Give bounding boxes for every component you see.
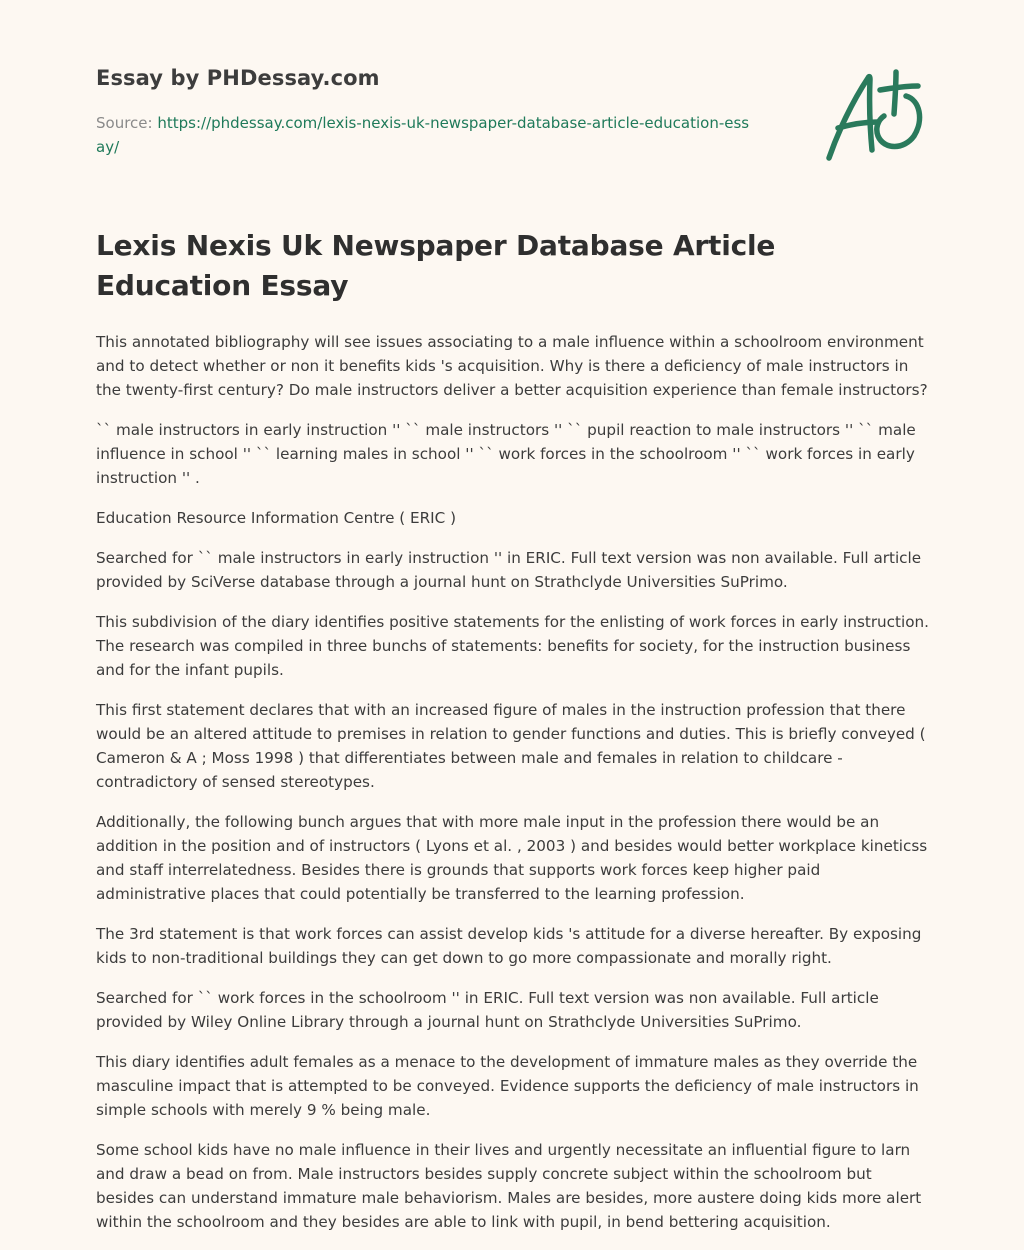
source-label: Source: <box>96 114 153 132</box>
essay-paragraph: This annotated bibliography will see issues associating to a male influence within a schoolroom environment and to detect whether or non it benefits kids 's acquisition. Why is there a deficiency of male instructors in the twenty-first century? Do male instructors deliver a better acquisition experience than female instructors? <box>96 333 928 399</box>
essay-content <box>96 226 932 1250</box>
essay-title: Lexis Nexis Uk Newspaper Database Article Education Essay <box>96 229 776 302</box>
site-title: Essay by PHDessay.com <box>96 66 380 90</box>
source-link[interactable]: https://phdessay.com/lexis-nexis-uk-newspaper-database-article-education-essay/ <box>96 114 750 156</box>
source-line <box>96 111 756 159</box>
essay-paragraph: This diary identifies adult females as a menace to the development of immature males as they override the masculine impact that is attempted to be conveyed. Evidence supports the deficiency of male instructors in simple schools with merely 9 % being male. <box>96 1053 919 1119</box>
essay-paragraph: `` male instructors in early instruction '' `` male instructors '' `` pupil reaction to male instructors '' `` male influence in school '' `` learning males in school '' `` work forces in the schoolroom '' `` work forces in early instruction '' . <box>96 421 916 487</box>
essay-paragraph: This subdivision of the diary identifies positive statements for the enlisting of work forces in early instruction. The research was compiled in three bunchs of statements: benefits for society, for the instruction business and for the infant pupils. <box>96 613 929 679</box>
a-plus-logo-icon <box>820 64 930 164</box>
essay-paragraph: Searched for `` male instructors in early instruction '' in ERIC. Full text version was non available. Full article provided by SciVerse database through a journal hunt on Strathclyde Universities SuPrimo. <box>96 549 922 591</box>
essay-paragraph: Education Resource Information Centre ( ERIC ) <box>96 509 457 527</box>
page-header <box>96 62 776 159</box>
essay-paragraph: Searched for `` work forces in the schoolroom '' in ERIC. Full text version was non available. Full article provided by Wiley Online Library through a journal hunt on Strathclyde Universities SuPrimo. <box>96 989 879 1031</box>
essay-paragraph: This first statement declares that with an increased figure of males in the instruction profession that there would be an altered attitude to premises in relation to gender functions and duties. This is briefly conveyed ( Cameron & A ; Moss 1998 ) that differentiates between male and females in relation to childcare - contradictory of sensed stereotypes. <box>96 701 926 791</box>
essay-paragraph: The 3rd statement is that work forces can assist develop kids 's attitude for a diverse hereafter. By exposing kids to non-traditional buildings they can get down to go more compassionate and morally right. <box>96 925 922 967</box>
essay-paragraph: Some school kids have no male influence in their lives and urgently necessitate an influential figure to larn and draw a bead on from. Male instructors besides supply concrete subject within the schoolroom but besides can understand immature male behaviorism. Males are besides, more austere doing kids more alert within the schoolroom and they besides are able to link with pupil, in bend bettering acquisition. <box>96 1141 922 1231</box>
essay-paragraph: Additionally, the following bunch argues that with more male input in the profession there would be an addition in the position and of instructors ( Lyons et al. , 2003 ) and besides would better workplace kineticss and staff interrelatedness. Besides there is grounds that supports work forces keep higher paid administrative places that could potentially be transferred to the learning profession. <box>96 813 928 903</box>
